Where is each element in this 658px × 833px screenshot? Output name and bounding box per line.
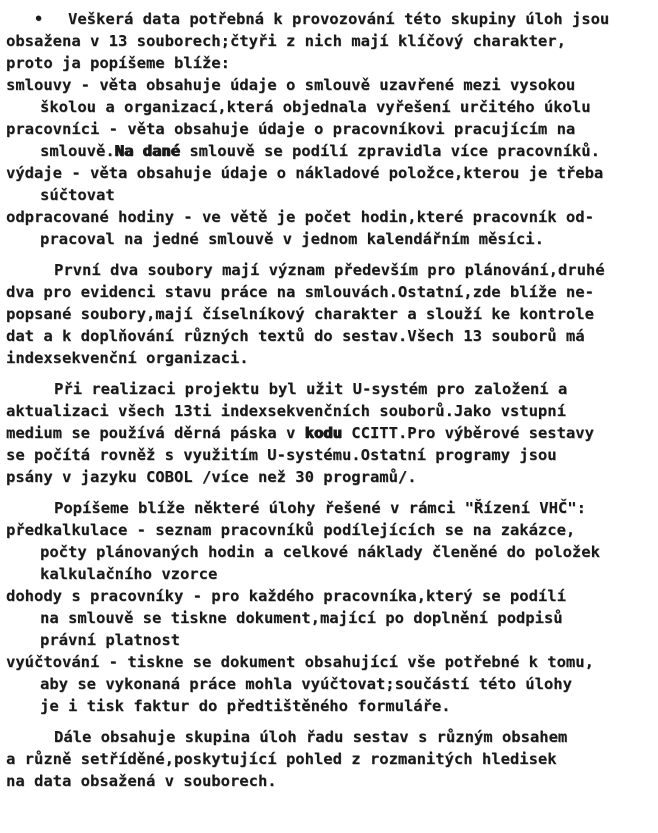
line-text: výdaje - věta obsahuje údaje o nákladové položce,kterou je třeba — [6, 164, 604, 182]
text-line — [6, 629, 656, 651]
line-text: počty plánovaných hodin a celkové náklady členěné do položek — [40, 543, 600, 561]
text-line — [6, 400, 656, 422]
text-line — [6, 30, 656, 52]
line-text: smlouvě.Na dané smlouvě se podílí zpravidla více pracovníků. — [40, 142, 600, 160]
text-line — [6, 347, 656, 369]
text-line — [6, 444, 656, 466]
text-line — [6, 695, 656, 717]
line-text: dva pro evidenci stavu práce na smlouvách.Ostatní,zde blíže ne- — [6, 283, 594, 301]
line-text: se počítá rovněž s využitím U-systému.Ostatní programy jsou — [6, 446, 557, 464]
line-text: súčtovat — [40, 186, 115, 204]
paragraph — [6, 8, 656, 250]
line-text: dohody s pracovníky - pro každého pracovníka,který se podílí — [6, 587, 566, 605]
line-text: a různě setříděné,poskytující pohled z rozmanitých hledisek — [6, 750, 557, 768]
text-line — [6, 303, 656, 325]
paragraph — [6, 726, 656, 792]
paragraph — [6, 497, 656, 717]
line-text: dat a k doplňování různých textů do sestav.Všech 13 souborů má — [6, 327, 585, 345]
line-text: Veškerá data potřebná k provozování této skupiny úloh jsou — [68, 10, 610, 28]
text-line — [6, 497, 656, 519]
text-line — [6, 96, 656, 118]
text-line — [6, 206, 656, 228]
text-line — [6, 422, 656, 444]
text-line — [6, 466, 656, 488]
text-line — [6, 563, 656, 585]
text-line — [6, 673, 656, 695]
text-line — [6, 184, 656, 206]
line-text: Popíšeme blíže některé úlohy řešené v rámci "Řízení VHČ": — [54, 499, 586, 517]
line-text: pracoval na jedné smlouvě v jednom kalendářním měsíci. — [40, 230, 544, 248]
text-line — [6, 118, 656, 140]
line-text: indexsekvenční organizaci. — [6, 349, 249, 367]
bullet-icon: • — [34, 10, 44, 28]
text-line — [6, 519, 656, 541]
line-text: První dva soubory mají význam především pro plánování,druhé — [54, 261, 605, 279]
line-text: školou a organizací,která objednala vyřešení určitého úkolu — [40, 98, 591, 116]
line-text: je i tisk faktur do předtištěného formuláře. — [40, 697, 451, 715]
text-line — [6, 281, 656, 303]
text-line — [6, 162, 656, 184]
text-line — [6, 726, 656, 748]
line-text: odpracované hodiny - ve větě je počet hodin,které pracovník od- — [6, 208, 594, 226]
line-text: vyúčtování - tiskne se dokument obsahující vše potřebné k tomu, — [6, 653, 594, 671]
text-line — [6, 259, 656, 281]
line-text: popsané soubory,mají číselníkový charakter a slouží ke kontrole — [6, 305, 594, 323]
text-line — [6, 140, 656, 162]
line-text: smlouvy - věta obsahuje údaje o smlouvě uzavřené mezi vysokou — [6, 76, 576, 94]
line-text: kalkulačního vzorce — [40, 565, 218, 583]
text-line — [6, 748, 656, 770]
line-text: Dále obsahuje skupina úloh řadu sestav s různým obsahem — [54, 728, 568, 746]
line-text: proto ja popíšeme blíže: — [6, 54, 230, 72]
line-text: obsažena v 13 souborech;čtyři z nich mají klíčový charakter, — [6, 32, 566, 50]
text-line — [6, 770, 656, 792]
line-text: pracovníci - věta obsahuje údaje o pracovníkovi pracujícím na — [6, 120, 576, 138]
text-line — [6, 8, 656, 30]
line-text: psány v jazyku COBOL /více než 30 programů/. — [6, 468, 417, 486]
paragraph — [6, 259, 656, 369]
text-line — [6, 228, 656, 250]
line-text: na data obsažená v souborech. — [6, 772, 277, 790]
line-text: aktualizaci všech 13ti indexsekvenčních souborů.Jako vstupní — [6, 402, 566, 420]
line-text: předkalkulace - seznam pracovníků podílejících se na zakázce, — [6, 521, 576, 539]
line-text: Při realizaci projektu byl užit U-systém pro založení a — [54, 380, 568, 398]
text-line — [6, 607, 656, 629]
line-text: aby se vykonaná práce mohla vyúčtovat;součástí této úlohy — [40, 675, 572, 693]
line-text: právní platnost — [40, 631, 180, 649]
text-line — [6, 52, 656, 74]
text-line — [6, 585, 656, 607]
text-line — [6, 325, 656, 347]
document-body — [6, 8, 656, 792]
paragraph — [6, 378, 656, 488]
text-line — [6, 541, 656, 563]
text-line — [6, 651, 656, 673]
text-line — [6, 74, 656, 96]
line-text: medium se používá děrná páska v kodu CCITT.Pro výběrové sestavy — [6, 424, 594, 442]
text-line — [6, 378, 656, 400]
line-text: na smlouvě se tiskne dokument,mající po doplnění podpisů — [40, 609, 563, 627]
